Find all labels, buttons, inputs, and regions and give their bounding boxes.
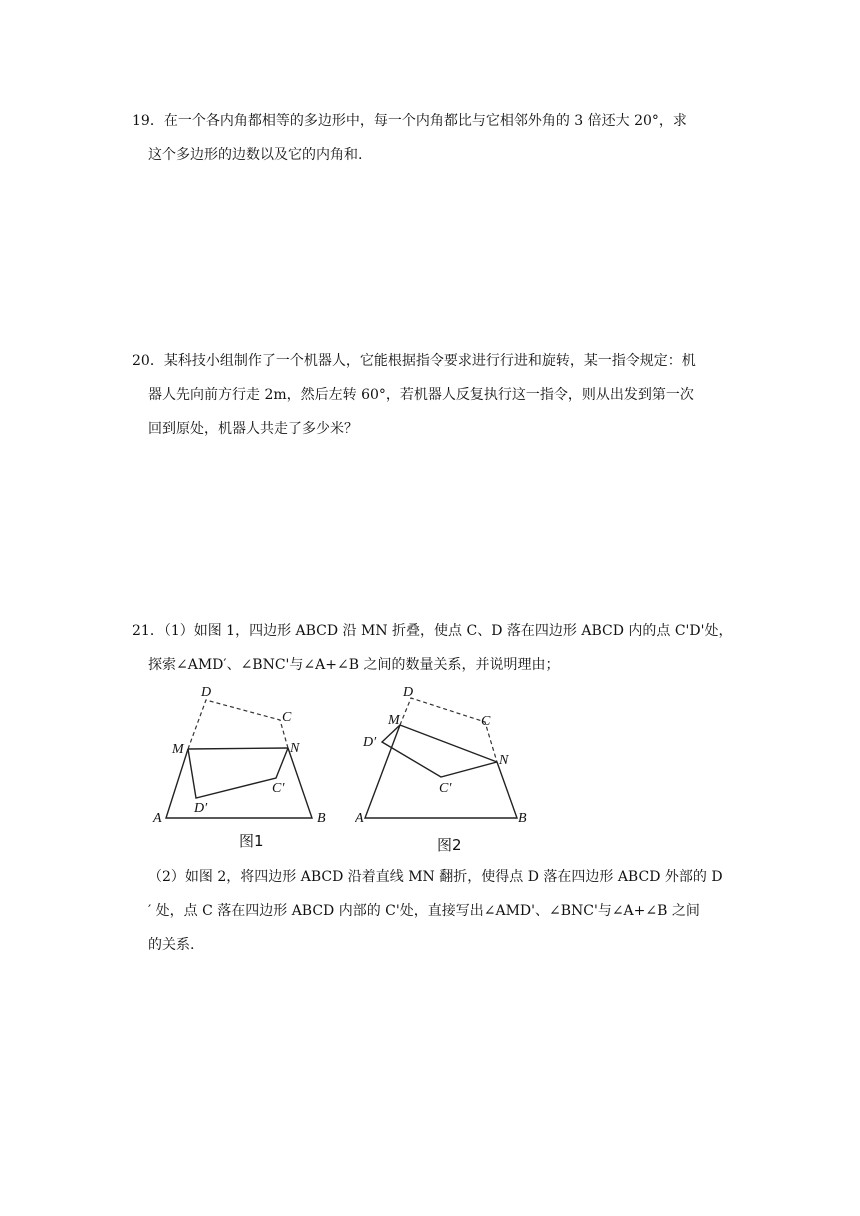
q21-part2-line1: （2）如图 2，将四边形 ABCD 沿着直线 MN 翻折，使得点 D 落在四边形 ABCD 外部的 D: [148, 869, 723, 885]
fig2-trapezoid: [365, 725, 517, 818]
fig2-label-A: A: [355, 811, 364, 826]
q20-line1: 20．某科技小组制作了一个机器人，它能根据指令要求进行行进和旋转，某一指令规定：机: [132, 353, 696, 369]
fig2-label-N: N: [499, 753, 509, 768]
fig1-label-D: D: [201, 685, 212, 700]
q21-part1-line2: 探索∠AMD′、∠BNC'与∠A+∠B 之间的数量关系，并说明理由；: [148, 657, 560, 673]
fig1-label-Cp: C′: [272, 781, 285, 796]
fig1-label-B: B: [317, 811, 326, 826]
q19-line1: 19．在一个各内角都相等的多边形中，每一个内角都比与它相邻外角的 3 倍还大 20°，求: [132, 113, 687, 129]
fig2-label-M: M: [388, 713, 400, 728]
fig2-folded-part: [382, 725, 497, 777]
fig1-fold-dashed: [188, 700, 288, 749]
figure-1: [150, 680, 350, 830]
fig1-label-M: M: [172, 742, 184, 757]
fig2-label-D: D: [403, 685, 414, 700]
fig1-label-Dp: D′: [194, 801, 208, 816]
q21-part1-line1: 21．（1）如图 1，四边形 ABCD 沿 MN 折叠，使点 C、D 落在四边形 ABCD 内的点 C'D'处，: [132, 623, 733, 639]
fig1-label-C: C: [282, 710, 292, 725]
fig2-caption: 图2: [437, 836, 462, 854]
figure-2: [355, 680, 540, 830]
fig2-label-B: B: [518, 811, 527, 826]
q19-line2: 这个多边形的边数以及它的内角和.: [148, 147, 363, 163]
fig2-label-Dp: D′: [363, 735, 377, 750]
fig1-label-N: N: [290, 741, 300, 756]
fig2-label-Cp: C′: [439, 781, 452, 796]
q21-part2-line3: 的关系.: [148, 937, 195, 953]
fig1-trapezoid: [166, 748, 312, 818]
q20-line2: 器人先向前方行走 2m，然后左转 60°，若机器人反复执行这一指令，则从出发到第一次: [148, 387, 694, 403]
fig1-fold-line: [188, 748, 288, 749]
fig2-fold-line: [400, 725, 497, 762]
fig1-caption: 图1: [239, 832, 264, 850]
fig2-label-C: C: [481, 714, 491, 729]
q20-line3: 回到原处，机器人共走了多少米？: [148, 421, 358, 437]
q21-part2-line2: ′ 处，点 C 落在四边形 ABCD 内部的 C'处，直接写出∠AMD'、∠BNC'与∠A+∠B 之间: [148, 903, 700, 919]
fig1-label-A: A: [153, 811, 162, 826]
